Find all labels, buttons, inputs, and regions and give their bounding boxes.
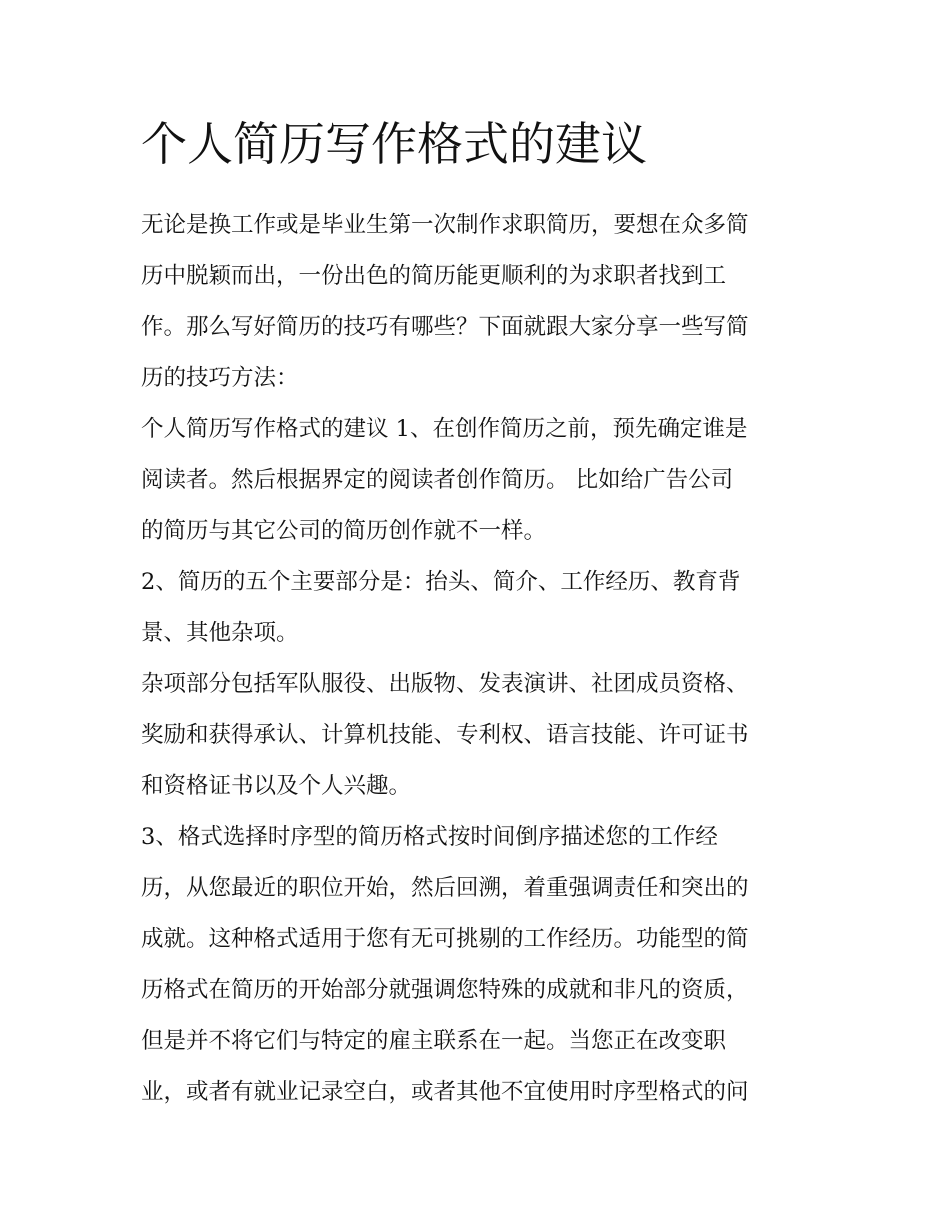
body-line: 的简历与其它公司的简历创作就不一样。 [141,518,547,544]
body-line: 无论是换工作或是毕业生第一次制作求职简历，要想在众多简 [141,212,749,238]
document-body [141,200,821,1118]
body-line: 杂项部分包括军队服役、出版物、发表演讲、社团成员资格、 [141,671,749,697]
body-line: 个人简历写作格式的建议 1、在创作简历之前，预先确定谁是 [141,416,748,442]
body-line: 阅读者。然后根据界定的阅读者创作简历。 比如给广告公司 [141,467,734,493]
body-line: 业，或者有就业记录空白，或者其他不宜使用时序型格式的问 [141,1079,749,1105]
body-line: 但是并不将它们与特定的雇主联系在一起。当您正在改变职 [141,1028,727,1054]
body-line: 历，从您最近的职位开始，然后回溯，着重强调责任和突出的 [141,875,749,901]
body-line: 3、格式选择时序型的简历格式按时间倒序描述您的工作经 [141,824,718,850]
body-line: 成就。这种格式适用于您有无可挑剔的工作经历。功能型的简 [141,926,749,952]
body-line: 和资格证书以及个人兴趣。 [141,773,412,799]
document-title: 个人简历写作格式的建议 [141,117,647,171]
body-line: 历的技巧方法： [141,365,299,391]
body-line: 奖励和获得承认、计算机技能、专利权、语言技能、许可证书 [141,722,749,748]
body-line: 2、简历的五个主要部分是：抬头、简介、工作经历、教育背 [141,569,741,595]
body-line: 作。那么写好简历的技巧有哪些？下面就跟大家分享一些写简 [141,314,749,340]
body-line: 历中脱颖而出，一份出色的简历能更顺利的为求职者找到工 [141,263,727,289]
body-line: 景、其他杂项。 [141,620,299,646]
body-line: 历格式在简历的开始部分就强调您特殊的成就和非凡的资质， [141,977,749,1003]
